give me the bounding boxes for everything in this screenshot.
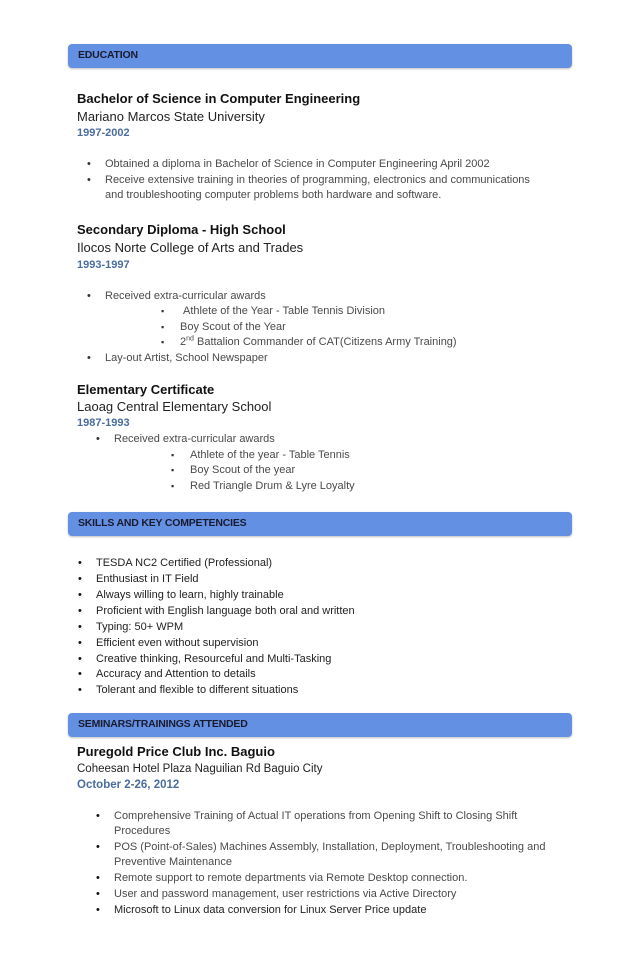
skill-item: Efficient even without supervision bbox=[96, 637, 259, 649]
sub-item: Red Triangle Drum & Lyre Loyalty bbox=[190, 480, 355, 492]
bullet-icon: • bbox=[87, 158, 91, 170]
school-name: Ilocos Norte College of Arts and Trades bbox=[77, 240, 304, 255]
sub-item: Athlete of the year - Table Tennis bbox=[190, 449, 350, 461]
section-title: SKILLS AND KEY COMPETENCIES bbox=[78, 517, 247, 529]
years: 1993-1997 bbox=[77, 259, 130, 271]
years: 1987-1993 bbox=[77, 417, 130, 429]
list-item: Received extra-curricular awards bbox=[105, 290, 266, 302]
degree-title: Secondary Diploma - High School bbox=[77, 222, 286, 237]
list-item: Obtained a diploma in Bachelor of Science in Computer Engineering April 2002 bbox=[105, 158, 490, 170]
school-name: Laoag Central Elementary School bbox=[77, 399, 272, 414]
skill-item: Accuracy and Attention to details bbox=[96, 668, 256, 680]
sub-item-text: Battalion Commander of CAT(Citizens Army Training) bbox=[196, 336, 457, 348]
square-bullet-icon: ▪ bbox=[161, 337, 165, 347]
skill-item: Always willing to learn, highly trainable bbox=[96, 589, 284, 601]
bullet-icon: • bbox=[78, 557, 82, 569]
skill-item: TESDA NC2 Certified (Professional) bbox=[96, 557, 273, 569]
square-bullet-icon: ▪ bbox=[171, 481, 175, 491]
section-title: EDUCATION bbox=[78, 49, 138, 61]
list-item: User and password management, user restrictions via Active Directory bbox=[114, 888, 457, 900]
bullet-icon: • bbox=[78, 589, 82, 601]
list-item: Microsoft to Linux data conversion for Linux Server Price update bbox=[114, 904, 427, 916]
bullet-icon: • bbox=[78, 605, 82, 617]
section-title: SEMINARS/TRAININGS ATTENDED bbox=[78, 718, 248, 730]
sub-item: Boy Scout of the Year bbox=[180, 321, 286, 333]
bullet-icon: • bbox=[78, 573, 82, 585]
company-name: Puregold Price Club Inc. Baguio bbox=[77, 744, 275, 759]
section-header-education bbox=[68, 44, 572, 68]
degree-title: Bachelor of Science in Computer Engineering bbox=[77, 91, 361, 106]
sub-item: Boy Scout of the year bbox=[190, 464, 296, 476]
degree-title: Elementary Certificate bbox=[77, 382, 215, 397]
school-name: Mariano Marcos State University bbox=[77, 109, 265, 124]
list-item: Receive extensive training in theories of programming, electronics and communications bbox=[105, 174, 530, 186]
list-item: Lay-out Artist, School Newspaper bbox=[105, 352, 268, 364]
list-item-continued: and troubleshooting computer problems both hardware and software. bbox=[105, 189, 442, 201]
square-bullet-icon: ▪ bbox=[161, 322, 165, 332]
square-bullet-icon: ▪ bbox=[171, 450, 175, 460]
list-item-continued: Preventive Maintenance bbox=[114, 856, 233, 868]
bullet-icon: • bbox=[96, 872, 100, 884]
list-item: Received extra-curricular awards bbox=[114, 433, 275, 445]
skill-item: Creative thinking, Resourceful and Multi-Tasking bbox=[96, 653, 332, 665]
bullet-icon: • bbox=[96, 888, 100, 900]
section-header-seminars bbox=[68, 713, 572, 737]
bullet-icon: • bbox=[87, 352, 91, 364]
sub-item: Athlete of the Year - Table Tennis Division bbox=[183, 305, 386, 317]
square-bullet-icon: ▪ bbox=[171, 465, 175, 475]
bullet-icon: • bbox=[78, 637, 82, 649]
ordinal-suffix: nd bbox=[186, 335, 194, 343]
skill-item: Tolerant and flexible to different situations bbox=[96, 684, 299, 696]
list-item-continued: Procedures bbox=[114, 825, 171, 837]
bullet-icon: • bbox=[78, 668, 82, 680]
sub-item bbox=[180, 334, 457, 350]
address: Coheesan Hotel Plaza Naguilian Rd Baguio City bbox=[77, 763, 323, 775]
seminar-date: October 2-26, 2012 bbox=[77, 779, 180, 791]
square-bullet-icon: ▪ bbox=[161, 306, 165, 316]
section-header-skills bbox=[68, 512, 572, 536]
bullet-icon: • bbox=[96, 904, 100, 916]
list-item: Comprehensive Training of Actual IT operations from Opening Shift to Closing Shift bbox=[114, 810, 518, 822]
bullet-icon: • bbox=[96, 841, 100, 853]
bullet-icon: • bbox=[78, 653, 82, 665]
skill-item: Typing: 50+ WPM bbox=[96, 621, 184, 633]
bullet-icon: • bbox=[87, 290, 91, 302]
bullet-icon: • bbox=[96, 433, 100, 445]
bullet-icon: • bbox=[96, 810, 100, 822]
list-item: POS (Point-of-Sales) Machines Assembly, Installation, Deployment, Troubleshooting and bbox=[114, 841, 546, 853]
bullet-icon: • bbox=[78, 621, 82, 633]
bullet-icon: • bbox=[78, 684, 82, 696]
skill-item: Enthusiast in IT Field bbox=[96, 573, 199, 585]
years: 1997-2002 bbox=[77, 127, 130, 139]
ordinal-number: 2 bbox=[180, 336, 187, 348]
bullet-icon: • bbox=[87, 174, 91, 186]
skill-item: Proficient with English language both oral and written bbox=[96, 605, 355, 617]
list-item: Remote support to remote departments via Remote Desktop connection. bbox=[114, 872, 468, 884]
